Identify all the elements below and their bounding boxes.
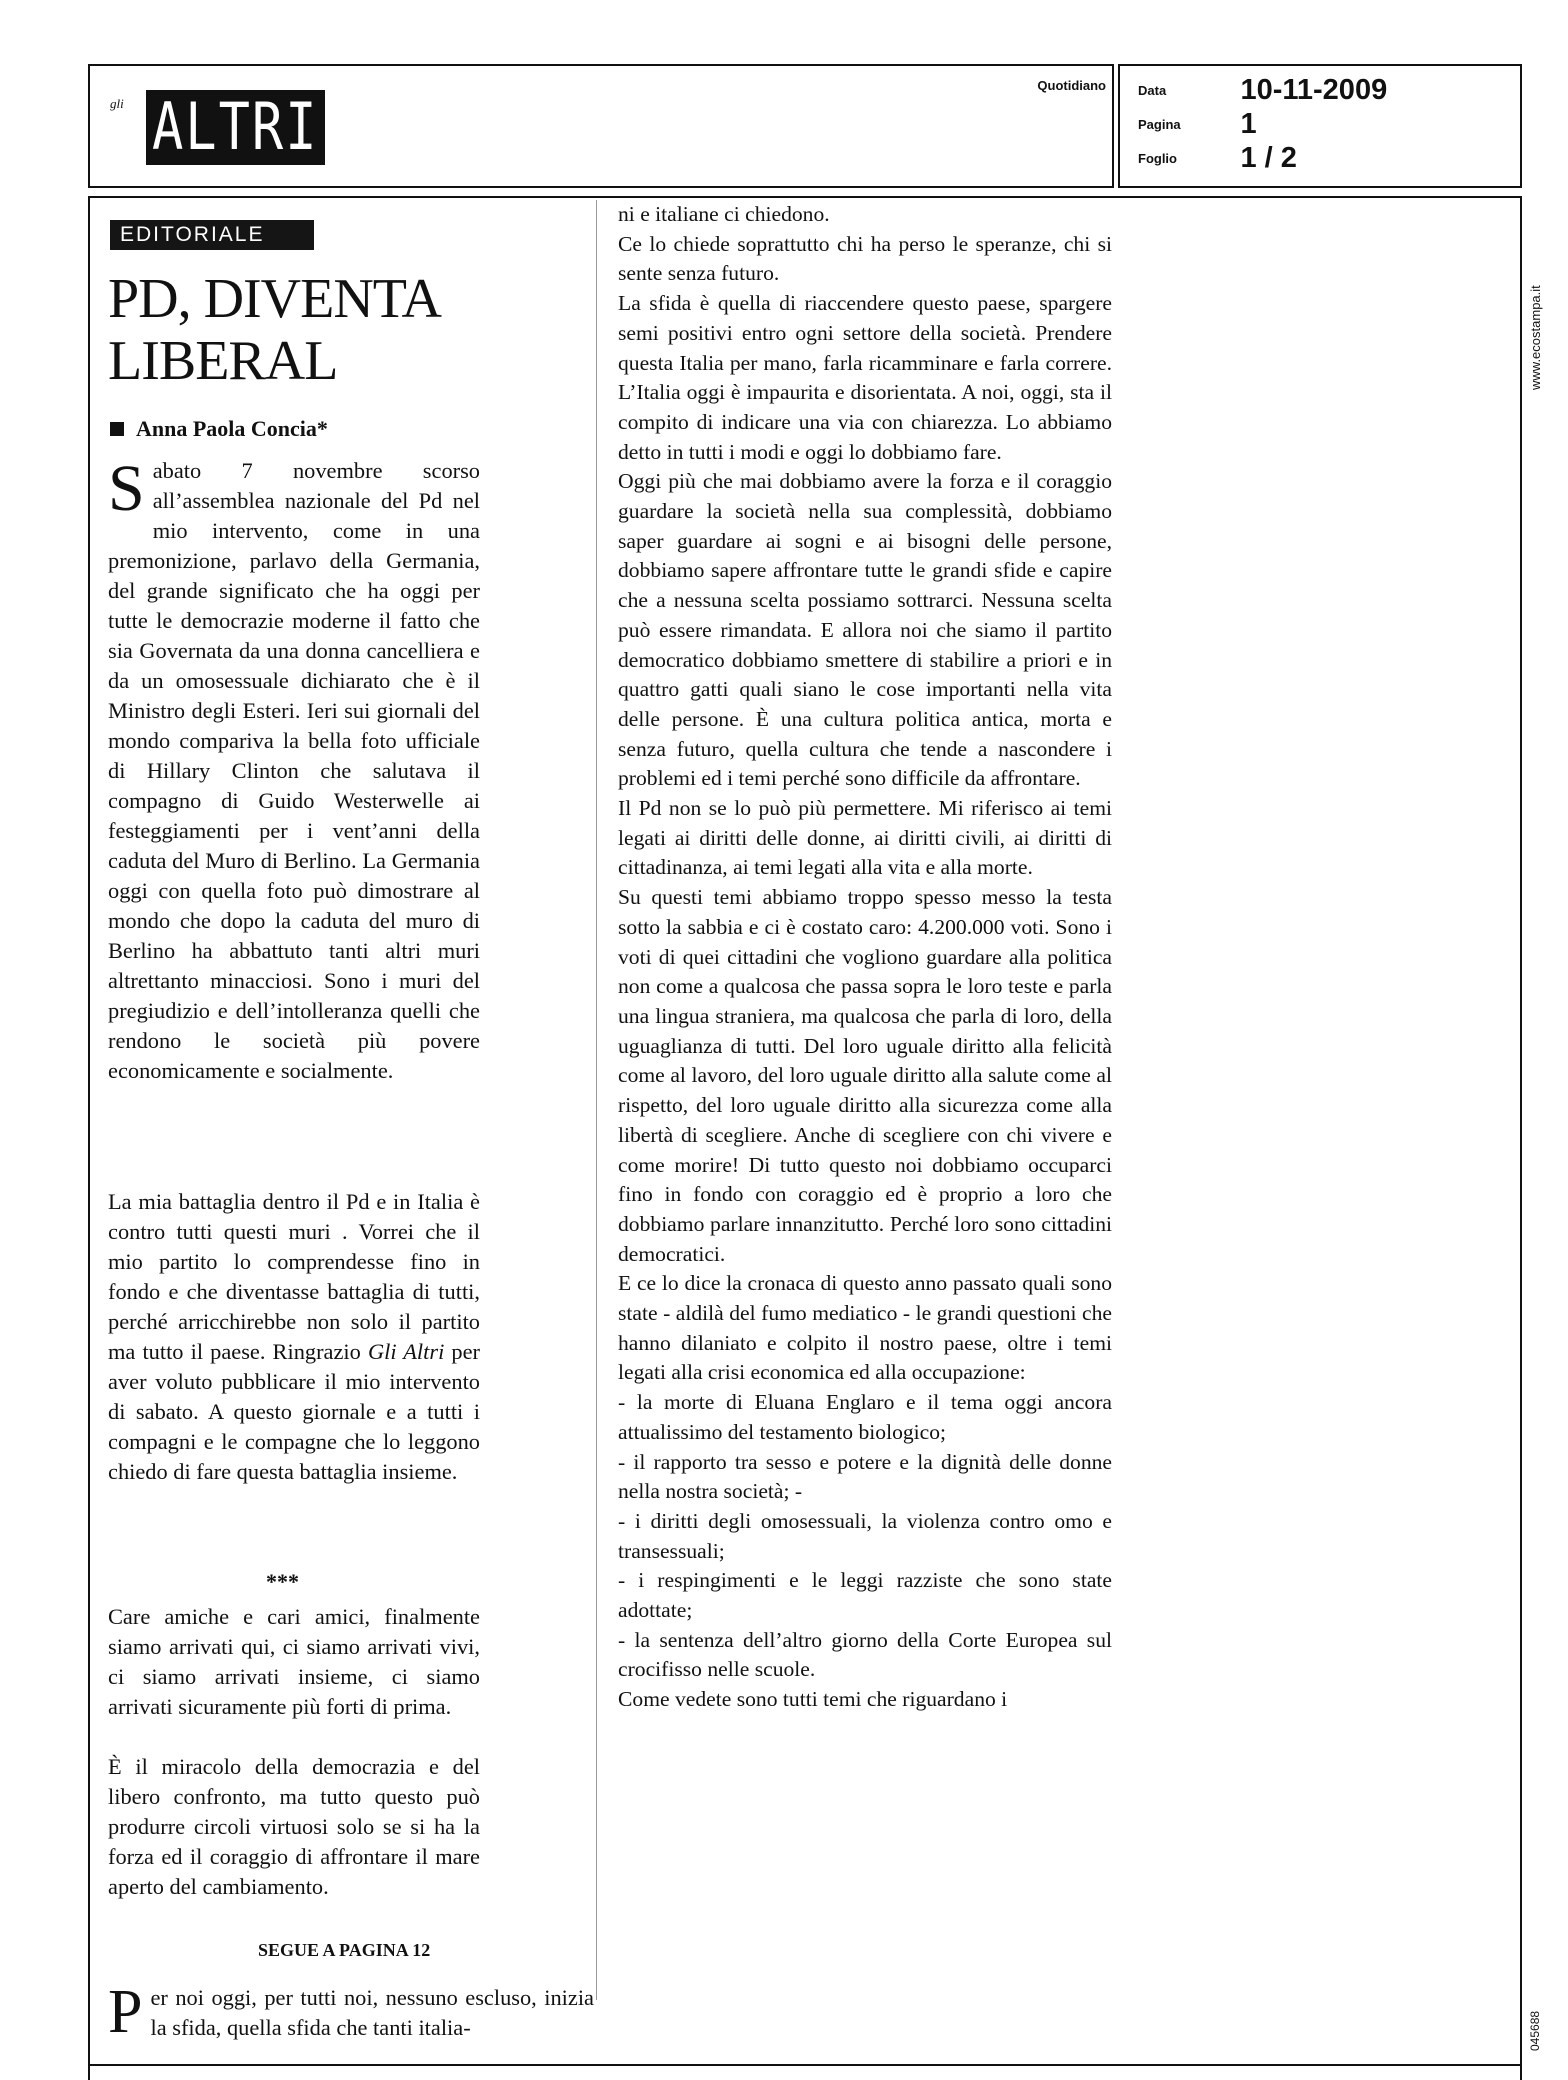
frame-bottom-border	[88, 2064, 1522, 2066]
lead-paragraph	[108, 452, 480, 1086]
bottom-text: er noi oggi, per tutti noi, nessuno escluso, inizia la sfida, quella sfida che tanti italia-	[150, 1985, 594, 2040]
logo-prefix: gli	[110, 96, 124, 111]
col2-paragraph-1: ni e italiane ci chiedono.	[618, 202, 830, 226]
col2-bullet-1: - la morte di Eluana Englaro e il tema oggi ancora attualissimo del testamento biologico;	[618, 1390, 1112, 1444]
date-row	[1138, 74, 1387, 107]
care-amiche-text: Care amiche e cari amici, finalmente siamo arrivati qui, ci siamo arrivati vivi, ci siamo arrivati insieme, ci siamo arrivati sicuramente più forti di prima.	[108, 1604, 480, 1719]
newspaper-name-italic: Gli Altri	[367, 1339, 445, 1364]
miracolo-text: È il miracolo della democrazia e del libero confronto, ma tutto questo può produrre circoli virtuosi solo se si ha la forza ed il coraggio di affrontare il mare aperto del cambiamento.	[108, 1754, 480, 1899]
col2-paragraph-3: La sfida è quella di riaccendere questo paese, spargere semi positivi entro ogni settore della società. Prendere questa Italia per mano, farla ricamminare e farla correre. L’Italia oggi è impaurita e disorientata. A noi, oggi, sta il compito di indicare una via con chiarezza. Lo abbiamo detto in tutti i modi e oggi lo dobbiamo fare.	[618, 291, 1112, 464]
col2-paragraph-5: Il Pd non se lo può più permettere. Mi riferisco ai temi legati ai diritti delle donne, ai diritti civili, ai diritti di cittadinanza, ai temi legati alla vita e alla morte.	[618, 796, 1112, 880]
col2-paragraph-4: Oggi più che mai dobbiamo avere la forza e il coraggio guardare la società nella sua complessità, dobbiamo saper guardare ai sogni e ai bisogni delle persone, dobbiamo sapere affrontare tutte le grandi sfide e capire che a nessuna scelta possiamo sottrarci. Nessuna scelta può essere rimandata. E allora noi che siamo il partito democratico dobbiamo smettere di stabilire a priori e in quattro gatti quali siano le cose importanti nella vita delle persone. È una cultura politica antica, morta e senza futuro, quella cultura che tende a nascondere i problemi ed i temi perché sono difficile da affrontare.	[618, 469, 1112, 791]
continued-on-page: SEGUE A PAGINA 12	[258, 1940, 431, 1960]
col2-bullet-2: - il rapporto tra sesso e potere e la dignità delle donne nella nostra società; -	[618, 1449, 1112, 1504]
headline-line-1: PD, DIVENTA	[108, 268, 441, 330]
section-tag: EDITORIALE	[110, 220, 314, 250]
col2-paragraph-7: E ce lo dice la cronaca di questo anno passato quali sono state - aldilà del fumo mediatico - le grandi questioni che hanno dilaniato e colpito il nostro paese, oltre i temi legati alla crisi economica ed alla occupazione:	[618, 1271, 1112, 1385]
frame-top-border	[88, 196, 1522, 198]
sheet-row	[1138, 142, 1297, 175]
bottom-paragraph	[108, 1978, 594, 2046]
paragraph-miracolo	[108, 1752, 480, 1902]
col2-paragraph-8: Come vedete sono tutti temi che riguardano i	[618, 1687, 1008, 1712]
frame-right-border	[1520, 196, 1522, 2080]
drop-cap-p: P	[108, 1978, 143, 2046]
sheet-value: 1 / 2	[1240, 142, 1297, 174]
archive-code: 045688	[1528, 2010, 1542, 2051]
source-url-vertical	[1524, 220, 1546, 400]
paragraph-battaglia	[108, 1187, 480, 1487]
page-value: 1	[1240, 108, 1257, 140]
logo-wordmark: ALTRI	[146, 90, 325, 165]
page-label: Pagina	[1138, 117, 1181, 132]
date-value: 10-11-2009	[1240, 74, 1388, 106]
page-row	[1138, 108, 1257, 141]
col2-paragraph-6: Su questi temi abbiamo troppo spesso messo la testa sotto la sabbia e ci è costato caro: 4.200.000 voti. Sono i voti di quei cittadini che vogliono guardare alla politica non come a qualcosa che passa sopra le loro teste e parla una lingua straniera, ma qualcosa che parla di loro, della uguaglianza di tutti. Del loro uguale diritto alla felicità come al lavoro, del loro uguale diritto alla salute come al rispetto, del loro uguale diritto alla sicurezza come alla libertà di scegliere. Anche di scegliere con chi vivere e come morire! Di tutto questo noi dobbiamo occuparci fino in fondo con coraggio ed è proprio a loro che dobbiamo parlare innanzitutto. Perché loro sono cittadini democratici.	[618, 885, 1112, 1266]
source-url: www.ecostampa.it	[1528, 285, 1543, 390]
sheet-label: Foglio	[1138, 151, 1177, 166]
col2-bullet-5: - la sentenza dell’altro giorno della Corte Europea sul crocifisso nelle scuole.	[618, 1627, 1112, 1682]
author-byline	[110, 416, 328, 442]
date-label: Data	[1138, 83, 1167, 98]
frame-left-border	[88, 196, 90, 2080]
publication-type: Quotidiano	[1037, 78, 1106, 93]
headline-line-2: LIBERAL	[108, 330, 338, 392]
author-name: Anna Paola Concia*	[136, 416, 328, 441]
archive-code-vertical	[1524, 1985, 1546, 2055]
bullet-square-icon	[110, 422, 124, 436]
lead-text: abato 7 novembre scorso all’assemblea nazionale del Pd nel mio intervento, come in una premonizione, parlavo della Germania, del grande significato che ha oggi per tutte le democrazie moderne il fatto che sia Governata da una donna cancelliera e da un omosessuale dichiarato che è il Ministro degli Esteri. Ieri sui giornali del mondo compariva la bella foto ufficiale di Hillary Clinton che salutava il compagno di Guido Westerwelle ai festeggiamenti per i vent’anni della caduta del Muro di Berlino. La Germania oggi con quella foto può dimostrare al mondo che dopo la caduta del muro di Berlino ha abbattuto tanti altri muri altrettanto minacciosi. Sono i muri del pregiudizio e dell’intolleranza quelli che rendono le società più povere economicamente e socialmente.	[108, 458, 480, 1083]
battaglia-text-end: per aver voluto pubblicare il mio intervento di sabato. A questo giornale e a tutti i compagni e le compagne che lo leggono chiedo di fare questa battaglia insieme.	[108, 1339, 480, 1484]
col2-paragraph-2: Ce lo chiede soprattutto chi ha perso le speranze, chi si sente senza futuro.	[618, 231, 1112, 286]
masthead-box	[88, 64, 1114, 188]
battaglia-text: La mia battaglia dentro il Pd e in Italia è contro tutti questi muri . Vorrei che il mio partito lo comprendesse fino in fondo e che diventasse battaglia di tutti, perché arricchirebbe non solo il partito ma tutto il paese. Ringrazio	[108, 1189, 480, 1364]
metadata-box	[1118, 64, 1522, 188]
second-column	[618, 200, 1112, 1715]
paragraph-care-amiche	[108, 1602, 480, 1722]
col2-bullet-4: - i respingimenti e le leggi razziste che sono state adottate;	[618, 1568, 1112, 1623]
article-headline	[108, 268, 578, 392]
drop-cap-s: S	[108, 452, 145, 525]
column-separator	[596, 200, 597, 2000]
col2-bullet-3: - i diritti degli omosessuali, la violenza contro omo e transessuali;	[618, 1508, 1112, 1563]
section-separator: ***	[266, 1569, 299, 1594]
